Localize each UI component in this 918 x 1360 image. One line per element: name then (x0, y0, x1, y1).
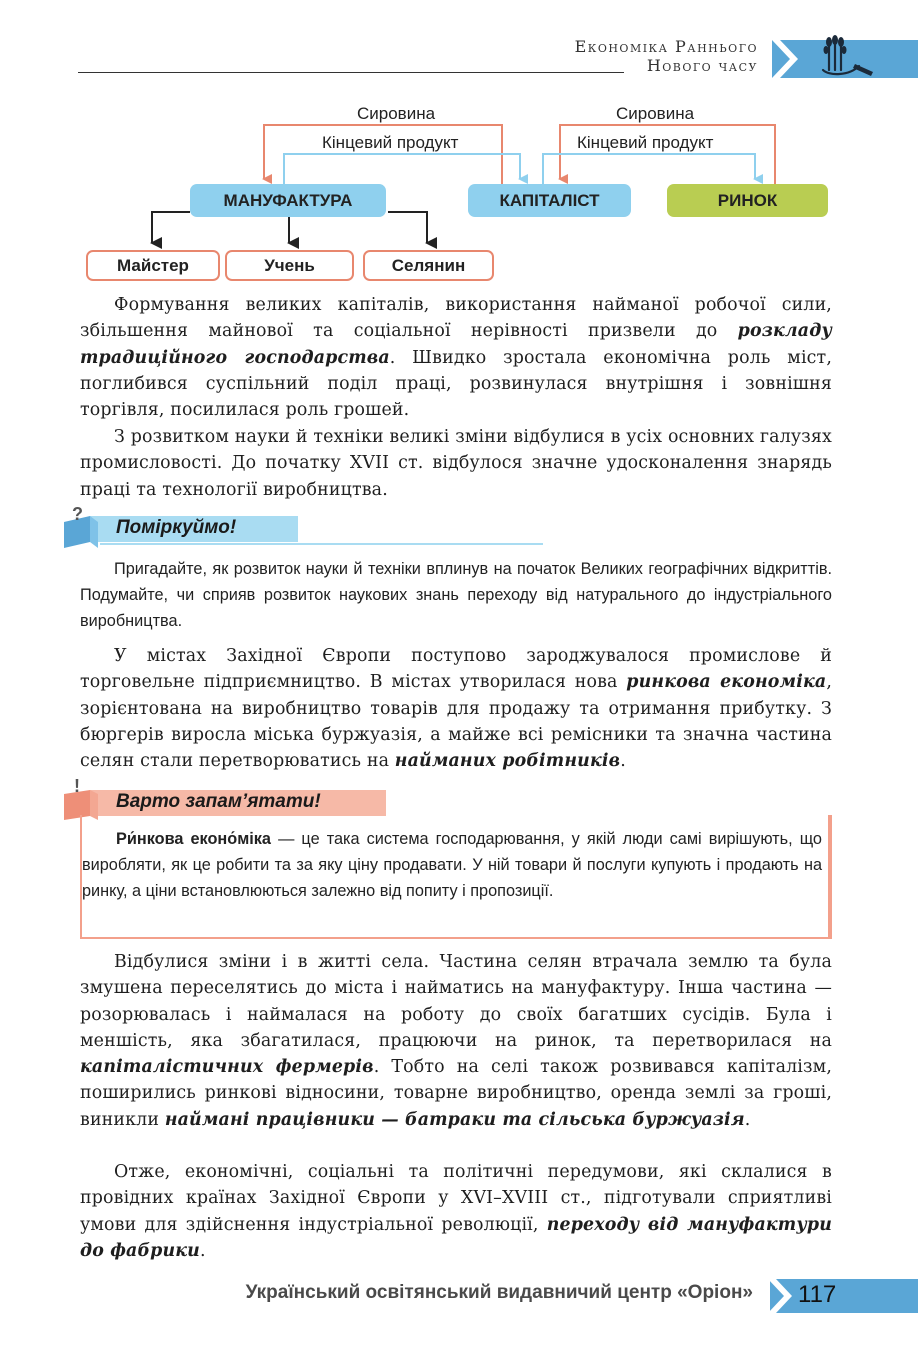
box-apprentice: Учень (225, 250, 354, 281)
paragraph-4-text-a: Відбулися зміни і в житті села. Частина селян втрачала землю та була змушена переселятись до міста і найматись на мануфактуру. Інша частина — розорювалась і наймалася на роботу до своїх багатших сусідів. Була і меншість, яка збагатилася, працюючи на ринок, та перетворилася на (80, 952, 832, 1051)
header-chevron-icon (772, 40, 802, 78)
remember-box-definition: — це така система господарювання, у якій люди самі вирішують, що виробляти, як це робити та за яку ціну продавати. У ній товари й послуги купують і продають на ринку, а ціни встановлюються залежно від попиту і пропозиції. (82, 830, 822, 900)
page-number: 117 (798, 1281, 837, 1308)
manufactory-capitalist-market-diagram (0, 95, 918, 290)
paragraph-4-emphasis-2: наймані працівники — батраки та сільська буржуазія (164, 1109, 745, 1130)
paragraph-5 (80, 1159, 832, 1264)
remember-box-term: Ри́нкова еконо́міка (116, 830, 271, 848)
paragraph-1-text-b: . Швидко зростала економічна роль міст, поглибився суспільний поділ праці, розвинулася внутрішня і зовнішня торгівля, посилилася роль грошей. (80, 347, 832, 421)
label-final-product-right: Кінцевий продукт (574, 133, 716, 153)
publisher-name: Український освітянський видавничий центр «Оріон» (245, 1282, 753, 1303)
paragraph-3-text-c: . (620, 751, 626, 772)
running-header-line-1: Економіка Раннього (574, 37, 758, 56)
paragraph-5-emphasis: переходу від мануфактури до фабрики (80, 1214, 832, 1261)
box-capitalist: КАПІТАЛІСТ (468, 184, 631, 217)
paragraph-1-text-a: Формування великих капіталів, використання найманої робочої сили, збільшення майнової та соціальної нерівності призвели до (80, 295, 832, 342)
think-box-text-content: Пригадайте, як розвиток науки й техніки вплинув на початок Великих географічних відкриттів. Подумайте, чи сприяв розвиток наукових знань переходу від натурального до індустріального виробництва. (80, 560, 832, 630)
paragraph-3-emphasis-1: ринкова економіка (626, 672, 827, 693)
header-rule (78, 72, 624, 73)
remember-box-text (82, 826, 822, 904)
paragraph-3-text-b: , зорієнтована на виробництво товарів для продажу та отримання прибутку. З бюргерів виросла міська буржуазія, а майже всі ремісники та значна частина селян стали перетворюватись на (80, 672, 832, 772)
box-master: Майстер (86, 250, 220, 281)
exclamation-icon: ! (74, 776, 80, 796)
label-raw-material-left: Сировина (354, 104, 438, 124)
wheat-sickle-icon (815, 30, 877, 78)
paragraph-1 (80, 292, 832, 423)
paragraph-2 (80, 424, 832, 503)
question-mark-icon: ? (72, 504, 83, 524)
paragraph-4-text-c: . (744, 1109, 751, 1130)
box-manufactory: МАНУФАКТУРА (190, 184, 386, 217)
think-box-text (80, 556, 832, 634)
think-box-rule (100, 543, 543, 545)
remember-box-right-edge (830, 815, 832, 939)
running-header-line-2: Нового часу (646, 56, 758, 75)
paragraph-3 (80, 643, 832, 774)
think-box-title: Поміркуймо! (116, 517, 237, 538)
footer-chevron-icon (768, 1279, 796, 1313)
paragraph-5-text-b: . (199, 1240, 206, 1261)
paragraph-4 (80, 949, 832, 1133)
paragraph-3-emphasis-2: найманих робітників (394, 751, 621, 772)
label-final-product-left: Кінцевий продукт (319, 133, 461, 153)
paragraph-5-text-a: Отже, економічні, соціальні та політичні передумови, які склалися в провідних країнах Західної Європи у XVI–XVIII ст., підготували сприятливі умови для здійснення індустріальної революції, (80, 1162, 832, 1235)
remember-box-title: Варто запам’ятати! (116, 791, 321, 812)
paragraph-2-text: З розвитком науки й техніки великі зміни відбулися в усіх основних галузях промисловості. До початку XVII ст. відбулося значне удосконалення знарядь праці та технології виробництва. (80, 427, 832, 500)
paragraph-3-text-a: У містах Західної Європи поступово зароджувалося промислове й торговельне підприємництво. В містах утворилася нова (80, 646, 832, 693)
paragraph-4-text-b: . Тобто на селі також розвивався капіталізм, поширились ринкові відносини, товарне виробництво, оренда землі за гроші, виникли (80, 1057, 832, 1130)
paragraph-4-emphasis-1: капіталістичних фермерів (80, 1057, 374, 1078)
box-peasant: Селянин (363, 250, 494, 281)
label-raw-material-right: Сировина (613, 104, 697, 124)
paragraph-1-emphasis: розкладу традиційного господарства (80, 321, 832, 368)
box-market: РИНОК (667, 184, 828, 217)
